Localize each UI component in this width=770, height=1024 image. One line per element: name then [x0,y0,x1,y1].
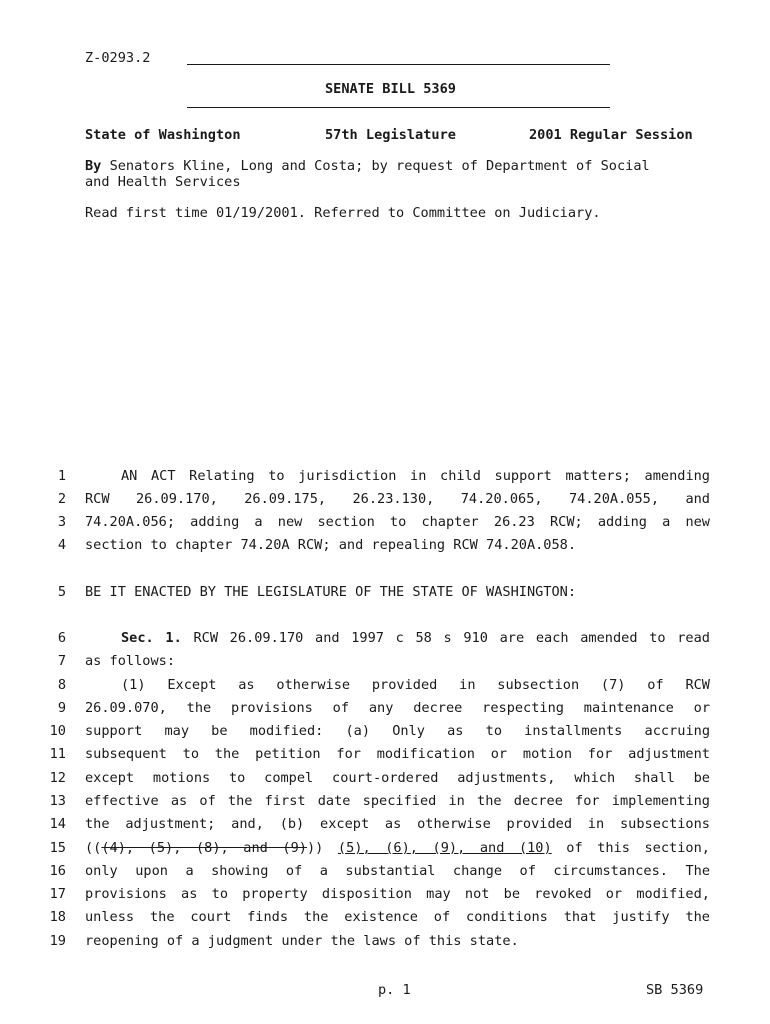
line-number: 10 [49,723,66,739]
header-rule-bottom [187,107,610,108]
line-text: section to chapter 74.20A RCW; and repealing RCW 74.20A.058. [85,537,577,553]
line-text: only upon a showing of a substantial change of circumstances. The [85,863,710,879]
header-rule-top [187,64,610,65]
bill-title: SENATE BILL 5369 [325,81,456,97]
line-3 [0,514,770,537]
deletion-close: )) [306,840,338,856]
line-text: AN ACT Relating to jurisdiction in child support matters; amending [121,468,710,484]
line-text: the adjustment; and, (b) except as otherwise provided in subsections [85,816,710,832]
line-9 [0,700,770,723]
line-4 [0,537,770,560]
line-number: 2 [57,491,66,507]
session-label: 2001 Regular Session [529,127,693,143]
state-label: State of Washington [85,127,241,143]
line-1 [0,468,770,491]
line-text: 74.20A.056; adding a new section to chapter 26.23 RCW; adding a new [85,514,710,530]
line-number: 18 [49,909,66,925]
line-5 [0,584,770,607]
line-number: 17 [49,886,66,902]
line-text: unless the court finds the existence of conditions that justify the [85,909,710,925]
section-heading: Sec. 1. [121,630,182,646]
line-14 [0,816,770,839]
line-text: except motions to compel court-ordered adjustments, which shall be [85,770,710,786]
read-first-time: Read first time 01/19/2001. Referred to Committee on Judiciary. [85,205,601,221]
inserted-text: (5), (6), (9), and (10) [337,840,552,856]
line-text: subsequent to the petition for modification or motion for adjustment [85,746,710,762]
line-12 [0,770,770,793]
line-number: 5 [57,584,66,600]
line-18 [0,909,770,932]
line-number: 14 [49,816,66,832]
struck-text: (4), (5), (8), and (9) [101,840,307,856]
line-number: 3 [57,514,66,530]
line-10 [0,723,770,746]
line-11 [0,746,770,769]
legislature-label: 57th Legislature [325,127,456,143]
line-text: RCW 26.09.170, 26.09.175, 26.23.130, 74.20.065, 74.20A.055, and [85,491,710,507]
line-text [85,630,710,646]
line-number: 6 [57,630,66,646]
sponsors-line-2: and Health Services [85,174,241,190]
by-label: By [85,158,102,174]
line-rest: of this section, [551,840,710,856]
line-7 [0,653,770,676]
page-number: p. 1 [378,982,411,998]
line-number: 11 [49,746,66,762]
line-number: 9 [57,700,66,716]
line-8 [0,677,770,700]
line-number: 4 [57,537,66,553]
line-text: provisions as to property disposition may not be revoked or modified, [85,886,710,902]
enacting-clause: BE IT ENACTED BY THE LEGISLATURE OF THE STATE OF WASHINGTON: [85,584,577,600]
line-text: effective as of the first date specified in the decree for implementing [85,793,710,809]
line-text: (1) Except as otherwise provided in subsection (7) of RCW [121,677,710,693]
line-text [85,840,710,856]
line-number: 7 [57,653,66,669]
line-2 [0,491,770,514]
line-number: 16 [49,863,66,879]
line-number: 12 [49,770,66,786]
line-text: 26.09.070, the provisions of any decree respecting maintenance or [85,700,710,716]
line-6 [0,630,770,653]
line-number: 15 [49,840,66,856]
deletion-open: (( [85,840,102,856]
section-text: RCW 26.09.170 and 1997 c 58 s 910 are each amended to read [181,630,710,646]
line-19 [0,933,770,956]
line-16 [0,863,770,886]
line-number: 13 [49,793,66,809]
sponsors-text: Senators Kline, Long and Costa; by request of Department of Social [109,158,650,174]
line-number: 8 [57,677,66,693]
line-text: reopening of a judgment under the laws of this state. [85,933,519,949]
line-number: 19 [49,933,66,949]
line-number: 1 [57,468,66,484]
sponsors-line-1 [85,158,650,174]
line-text: as follows: [85,653,176,669]
line-17 [0,886,770,909]
line-15 [0,840,770,863]
footer-bill-ref: SB 5369 [646,982,704,998]
line-text: support may be modified: (a) Only as to installments accruing [85,723,710,739]
line-13 [0,793,770,816]
document-code: Z-0293.2 [85,50,151,66]
